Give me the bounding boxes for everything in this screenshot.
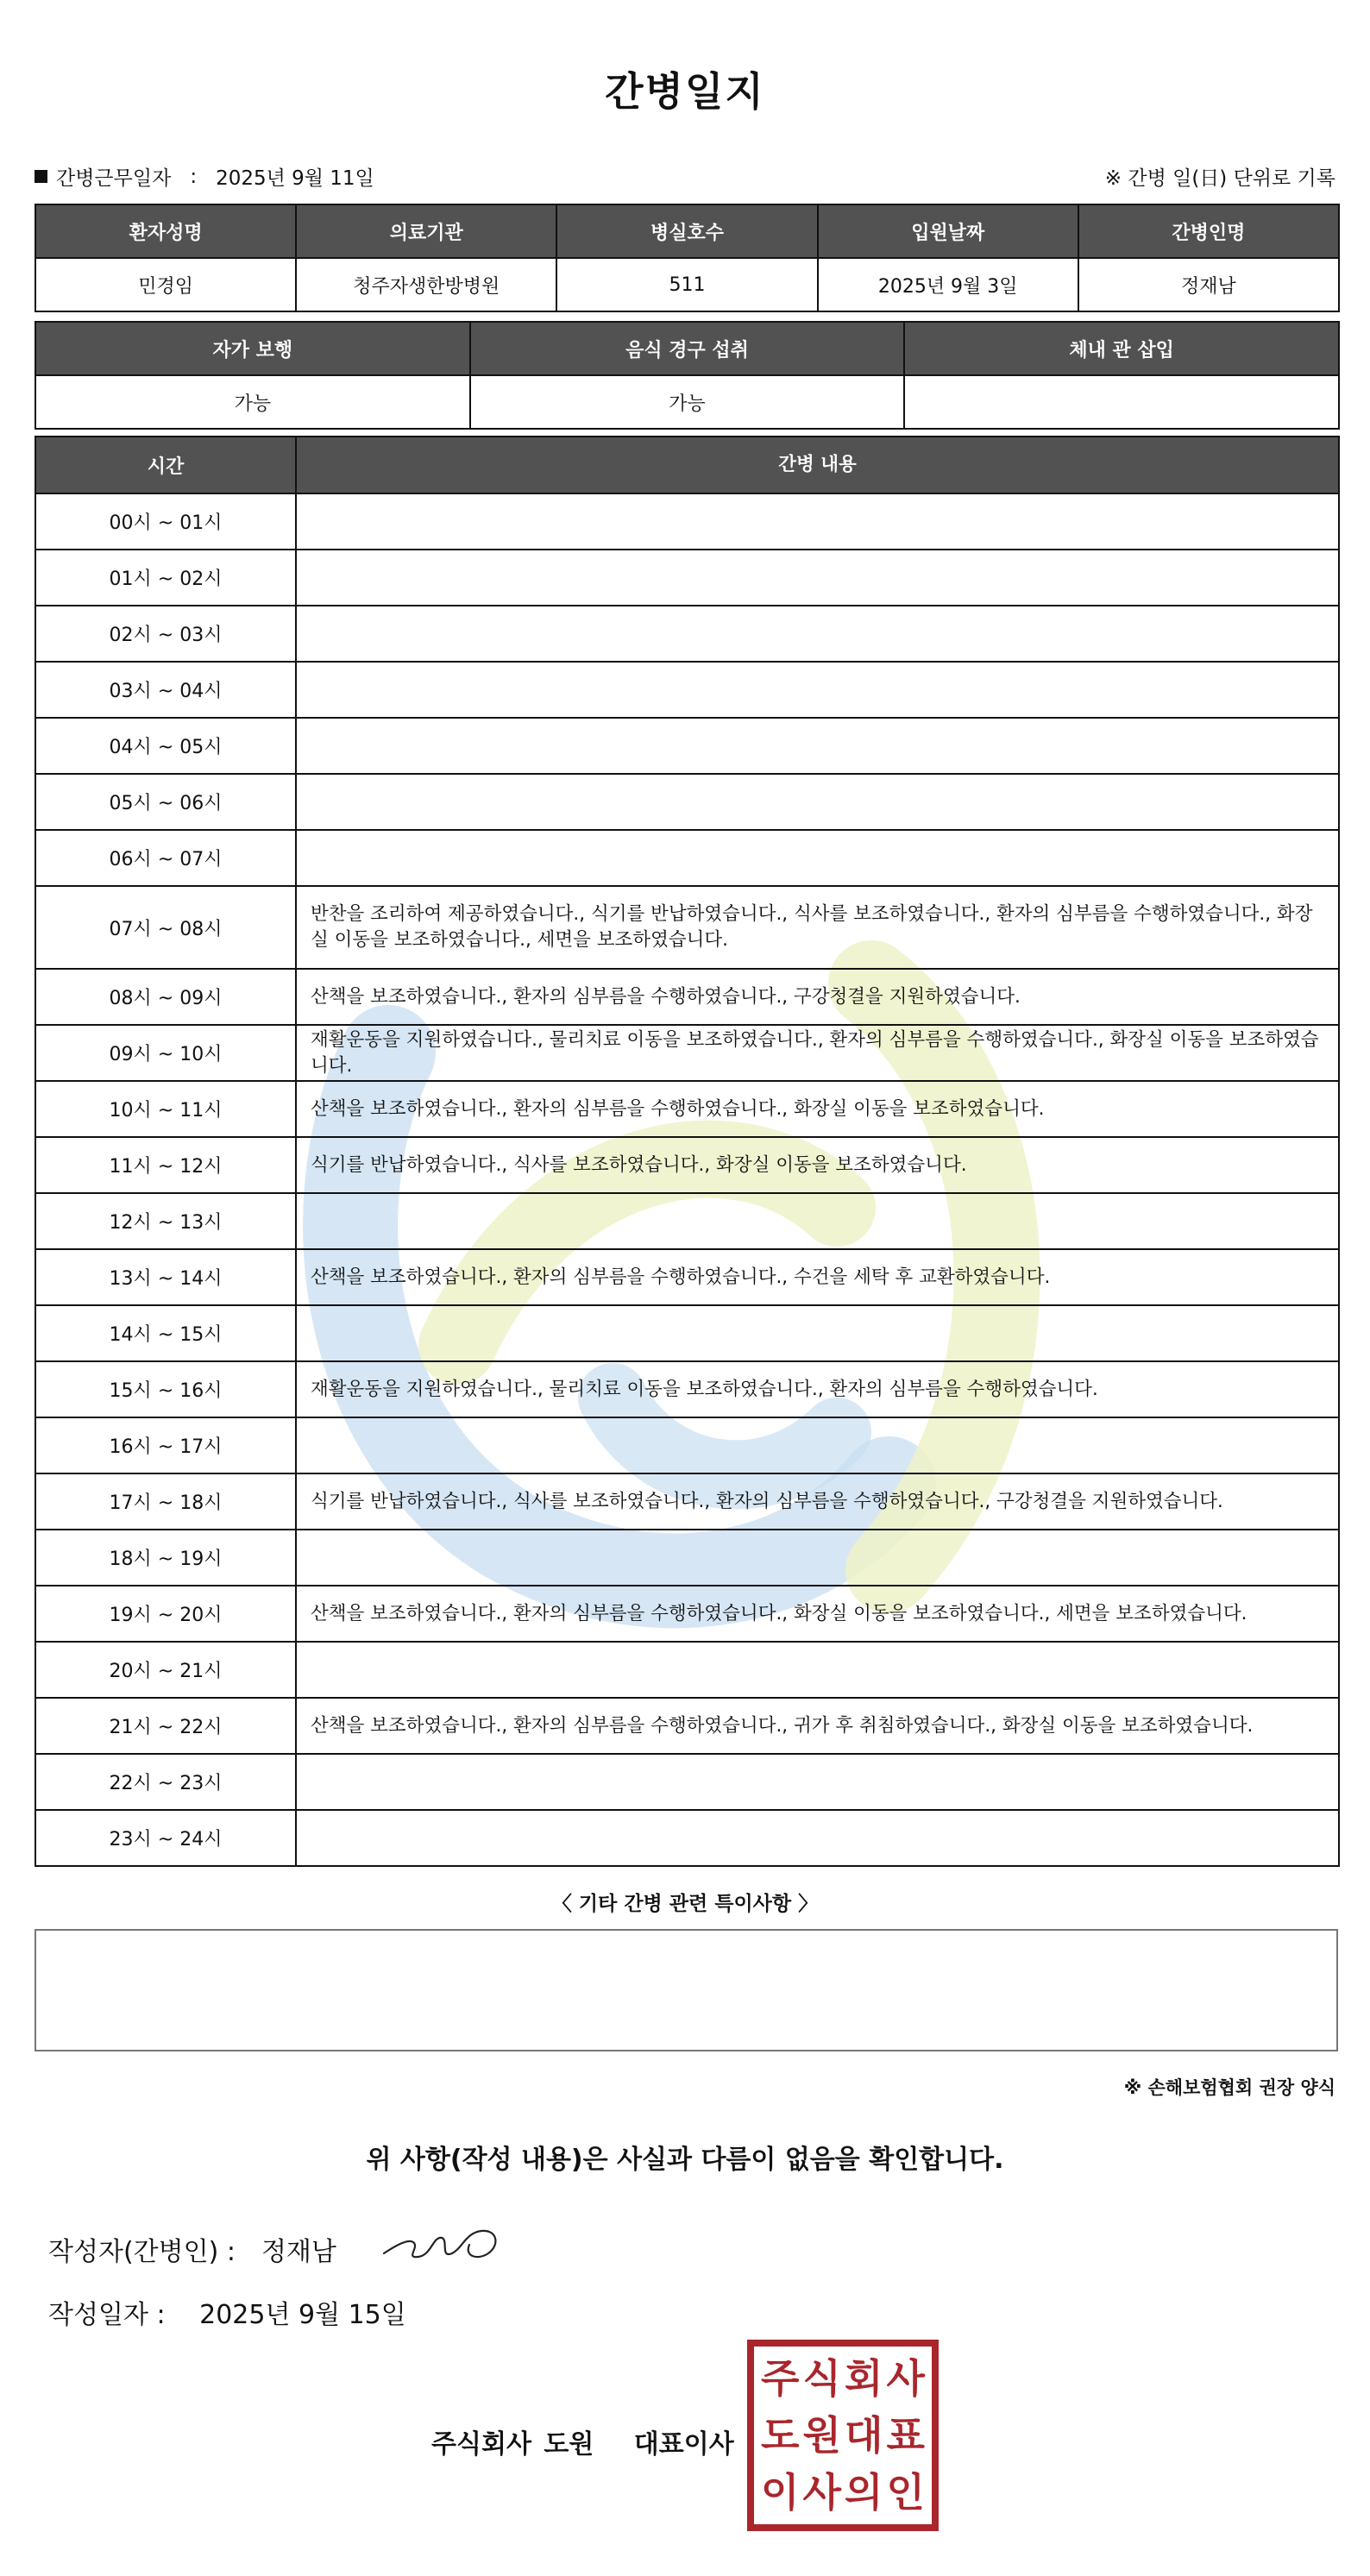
schedule-row: [36, 1138, 1340, 1194]
date-value: 2025년 9월 15일: [199, 2300, 406, 2330]
status-header-cell: 체내 관 삽입: [905, 323, 1340, 376]
seal-char: 식: [802, 2355, 841, 2402]
schedule-row: [36, 1643, 1340, 1699]
schedule-row: [36, 663, 1340, 719]
schedule-time-cell: 22시 ~ 23시: [36, 1755, 297, 1809]
patient-header-cell: 입원날짜: [819, 205, 1079, 259]
company-representative: 대표이사: [633, 2429, 734, 2460]
schedule-time-cell: 01시 ~ 02시: [36, 550, 297, 605]
content-column-header: 간병 내용: [297, 437, 1340, 493]
schedule-content-cell: 산책을 보조하였습니다., 환자의 심부름을 수행하였습니다., 수건을 세탁 후 교환하였습니다.: [297, 1250, 1340, 1304]
seal-char: 대: [845, 2412, 883, 2459]
patient-value-cell: 정재남: [1079, 259, 1340, 312]
signature-icon: [380, 2219, 509, 2266]
patient-status-table: [35, 321, 1340, 430]
schedule-row: [36, 1306, 1340, 1362]
schedule-row: [36, 1699, 1340, 1755]
seal-characters: [759, 2350, 927, 2521]
schedule-content-cell: 식기를 반납하였습니다., 식사를 보조하였습니다., 화장실 이동을 보조하였습니다.: [297, 1138, 1340, 1192]
schedule-content-cell: 반찬을 조리하여 제공하였습니다., 식기를 반납하였습니다., 식사를 보조하였습니다., 환자의 심부름을 수행하였습니다., 화장실 이동을 보조하였습니다., 세면을 보조하였습니다.: [297, 887, 1340, 968]
seal-char: 주: [761, 2355, 800, 2402]
schedule-row: [36, 1755, 1340, 1811]
schedule-row: [36, 1250, 1340, 1306]
schedule-row: [36, 1418, 1340, 1474]
status-value-cell: 가능: [471, 376, 906, 430]
special-notes-title: 〈 기타 간병 관련 특이사항 〉: [551, 1893, 819, 1915]
company-seal-stamp: [747, 2340, 939, 2531]
schedule-time-cell: 19시 ~ 20시: [36, 1586, 297, 1641]
schedule-row: [36, 494, 1340, 550]
schedule-row: [36, 831, 1340, 887]
date-label: 작성일자 :: [48, 2300, 166, 2330]
schedule-time-cell: 00시 ~ 01시: [36, 494, 297, 549]
seal-char: 표: [886, 2412, 925, 2459]
company-name: 주식회사 도원: [431, 2429, 594, 2460]
schedule-row: [36, 719, 1340, 775]
schedule-time-cell: 05시 ~ 06시: [36, 775, 297, 829]
status-value-cell: 가능: [36, 376, 471, 430]
patient-header-cell: 의료기관: [297, 205, 557, 259]
schedule-content-cell: [297, 1755, 1340, 1809]
schedule-content-cell: [297, 550, 1340, 605]
schedule-content-cell: [297, 663, 1340, 717]
schedule-time-cell: 04시 ~ 05시: [36, 719, 297, 773]
schedule-time-cell: 10시 ~ 11시: [36, 1082, 297, 1136]
schedule-row: [36, 1530, 1340, 1586]
schedule-time-cell: 20시 ~ 21시: [36, 1643, 297, 1697]
seal-char: 원: [802, 2412, 841, 2459]
schedule-time-cell: 08시 ~ 09시: [36, 970, 297, 1024]
schedule-content-cell: 재활운동을 지원하였습니다., 물리치료 이동을 보조하였습니다., 환자의 심부름을 수행하였습니다., 화장실 이동을 보조하였습니다.: [297, 1026, 1340, 1080]
seal-char: 사: [886, 2355, 925, 2402]
schedule-content-cell: [297, 606, 1340, 661]
record-note: ※ 간병 일(日) 단위로 기록: [1104, 167, 1335, 190]
writer-line: [48, 2230, 336, 2268]
work-date-separator: :: [190, 165, 198, 188]
schedule-content-cell: [297, 1194, 1340, 1248]
patient-value-cell: 2025년 9월 3일: [819, 259, 1079, 312]
schedule-time-cell: 09시 ~ 10시: [36, 1026, 297, 1080]
seal-char: 이: [761, 2469, 800, 2516]
seal-char: 인: [886, 2469, 925, 2516]
square-bullet-icon: [35, 170, 47, 183]
schedule-row: [36, 775, 1340, 831]
schedule-time-cell: 03시 ~ 04시: [36, 663, 297, 717]
schedule-row: [36, 1082, 1340, 1138]
special-notes-box: [35, 1929, 1338, 2051]
schedule-row: [36, 970, 1340, 1026]
schedule-content-cell: [297, 1418, 1340, 1473]
company-line: [431, 2422, 734, 2460]
schedule-time-cell: 23시 ~ 24시: [36, 1811, 297, 1865]
schedule-row: [36, 1194, 1340, 1250]
schedule-row: [36, 1362, 1340, 1418]
schedule-header-row: [36, 437, 1340, 494]
form-source-note: ※ 손해보험협회 권장 양식: [1123, 2077, 1335, 2098]
schedule-row: [36, 1811, 1340, 1867]
schedule-row: [36, 606, 1340, 663]
schedule-row: [36, 887, 1340, 970]
status-header-cell: 자가 보행: [36, 323, 471, 376]
writer-label: 작성자(간병인) :: [48, 2237, 236, 2267]
schedule-content-cell: [297, 719, 1340, 773]
written-date-line: [48, 2293, 406, 2331]
schedule-row: [36, 1586, 1340, 1643]
schedule-content-cell: 산책을 보조하였습니다., 환자의 심부름을 수행하였습니다., 화장실 이동을 보조하였습니다.: [297, 1082, 1340, 1136]
page-title: 간병일지: [605, 68, 765, 115]
care-schedule-table: [35, 436, 1340, 1867]
status-header-cell: 음식 경구 섭취: [471, 323, 906, 376]
schedule-content-cell: 재활운동을 지원하였습니다., 물리치료 이동을 보조하였습니다., 환자의 심부름을 수행하였습니다.: [297, 1362, 1340, 1417]
schedule-content-cell: [297, 831, 1340, 885]
schedule-content-cell: [297, 1811, 1340, 1865]
schedule-time-cell: 06시 ~ 07시: [36, 831, 297, 885]
time-column-header: 시간: [36, 437, 297, 493]
schedule-time-cell: 15시 ~ 16시: [36, 1362, 297, 1417]
schedule-content-cell: 산책을 보조하였습니다., 환자의 심부름을 수행하였습니다., 화장실 이동을 보조하였습니다., 세면을 보조하였습니다.: [297, 1586, 1340, 1641]
schedule-content-cell: [297, 1643, 1340, 1697]
schedule-time-cell: 21시 ~ 22시: [36, 1699, 297, 1753]
schedule-time-cell: 14시 ~ 15시: [36, 1306, 297, 1360]
schedule-content-cell: [297, 494, 1340, 549]
schedule-time-cell: 16시 ~ 17시: [36, 1418, 297, 1473]
schedule-time-cell: 18시 ~ 19시: [36, 1530, 297, 1585]
schedule-content-cell: [297, 1530, 1340, 1585]
schedule-content-cell: [297, 1306, 1340, 1360]
schedule-time-cell: 02시 ~ 03시: [36, 606, 297, 661]
patient-value-cell: 민경임: [36, 259, 297, 312]
schedule-time-cell: 12시 ~ 13시: [36, 1194, 297, 1248]
patient-value-cell: 511: [557, 259, 818, 312]
seal-char: 회: [845, 2355, 883, 2402]
status-value-cell: [905, 376, 1340, 430]
schedule-time-cell: 11시 ~ 12시: [36, 1138, 297, 1192]
patient-header-cell: 병실호수: [557, 205, 818, 259]
schedule-time-cell: 13시 ~ 14시: [36, 1250, 297, 1304]
schedule-row: [36, 1474, 1340, 1530]
schedule-time-cell: 07시 ~ 08시: [36, 887, 297, 968]
schedule-content-cell: 산책을 보조하였습니다., 환자의 심부름을 수행하였습니다., 귀가 후 취침하였습니다., 화장실 이동을 보조하였습니다.: [297, 1699, 1340, 1753]
seal-char: 의: [845, 2469, 883, 2516]
patient-value-cell: 청주자생한방병원: [297, 259, 557, 312]
seal-char: 사: [802, 2469, 841, 2516]
writer-name: 정재남: [261, 2237, 336, 2267]
patient-info-table: [35, 204, 1340, 312]
seal-char: 도: [761, 2412, 800, 2459]
work-date: [35, 162, 374, 191]
schedule-content-cell: 산책을 보조하였습니다., 환자의 심부름을 수행하였습니다., 구강청결을 지원하였습니다.: [297, 970, 1340, 1024]
patient-header-cell: 환자성명: [36, 205, 297, 259]
patient-header-cell: 간병인명: [1079, 205, 1340, 259]
schedule-content-cell: 식기를 반납하였습니다., 식사를 보조하였습니다., 환자의 심부름을 수행하였습니다., 구강청결을 지원하였습니다.: [297, 1474, 1340, 1529]
schedule-row: [36, 550, 1340, 606]
schedule-row: [36, 1026, 1340, 1082]
work-date-value: 2025년 9월 11일: [216, 167, 374, 190]
confirmation-statement: 위 사항(작성 내용)은 사실과 다름이 없음을 확인합니다.: [366, 2145, 1004, 2175]
work-date-label: 간병근무일자: [56, 167, 172, 190]
schedule-content-cell: [297, 775, 1340, 829]
schedule-time-cell: 17시 ~ 18시: [36, 1474, 297, 1529]
